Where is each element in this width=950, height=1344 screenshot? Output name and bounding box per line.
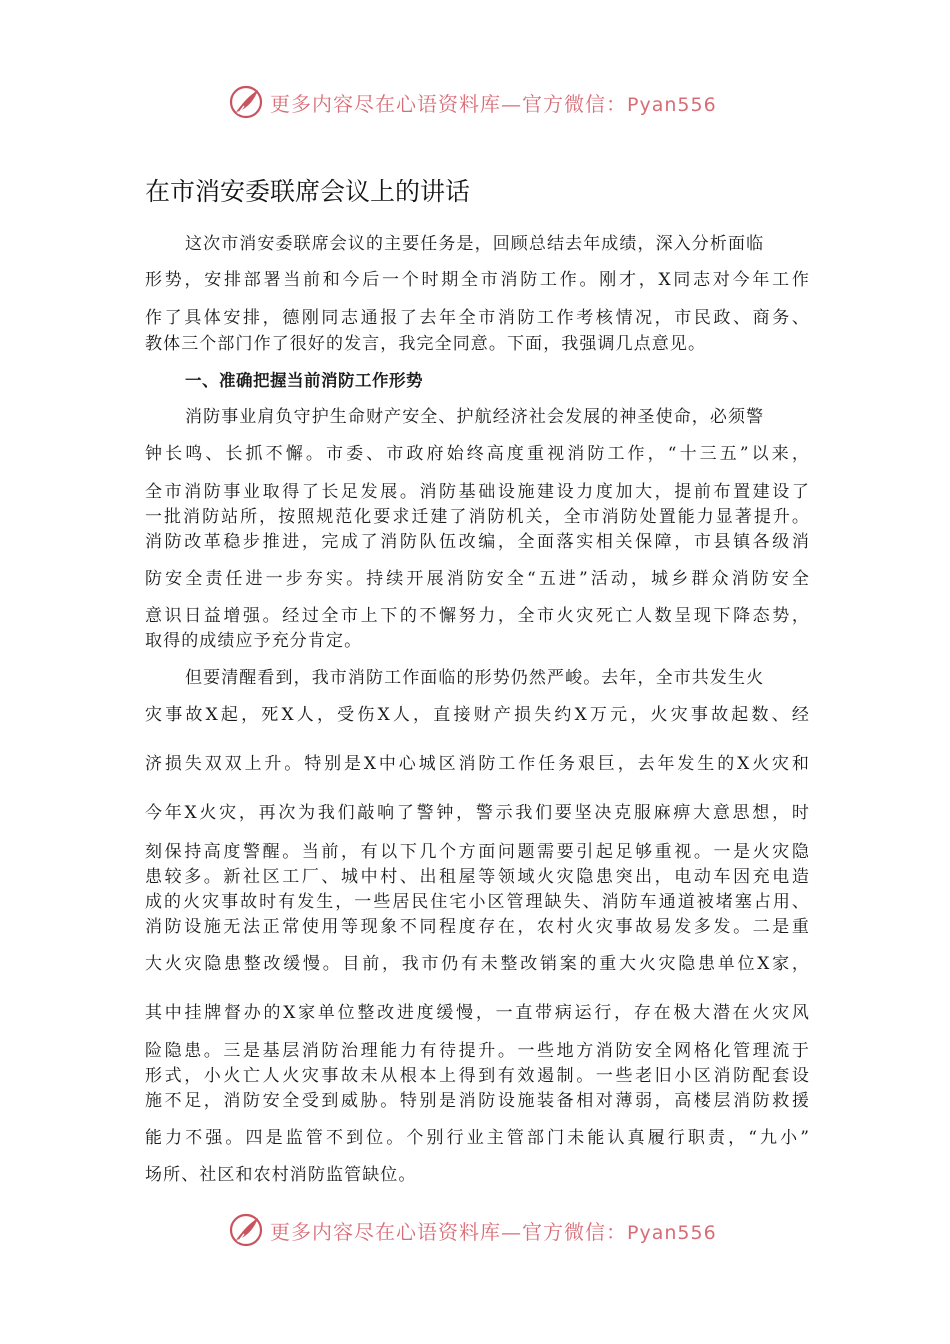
- watermark-text: 更多内容尽在心语资料库—官方微信：Pyan556: [270, 91, 717, 116]
- body-line: 形势，安排部署当前和今后一个时期全市消防工作。刚才，X同志对今年工作: [145, 270, 810, 290]
- watermark-text: 更多内容尽在心语资料库—官方微信：Pyan556: [270, 1219, 717, 1244]
- body-line: 这次市消安委联席会议的主要任务是，回顾总结去年成绩，深入分析面临: [185, 234, 765, 254]
- body-line: 济损失双双上升。特别是X中心城区消防工作任务艰巨，去年发生的X火灾和: [145, 754, 810, 774]
- body-line: 形式，小火亡人火灾事故未从根本上得到有效遏制。一些老旧小区消防配套设: [145, 1066, 810, 1086]
- body-line: 其中挂牌督办的X家单位整改进度缓慢，一直带病运行，存在极大潜在火灾风: [145, 1003, 810, 1023]
- body-line: 大火灾隐患整改缓慢。目前，我市仍有未整改销案的重大火灾隐患单位X家，: [145, 954, 810, 974]
- body-line: 消防改革稳步推进，完成了消防队伍改编，全面落实相关保障，市县镇各级消: [145, 532, 810, 552]
- body-line: 今年X火灾，再次为我们敲响了警钟，警示我们要坚决克服麻痹大意思想，时: [145, 803, 810, 823]
- body-line: 能力不强。四是监管不到位。个别行业主管部门未能认真履行职责，“九小”: [145, 1128, 810, 1148]
- body-line: 防安全责任进一步夯实。持续开展消防安全“五进”活动，城乡群众消防安全: [145, 569, 810, 589]
- body-line: 成的火灾事故时有发生，一些居民住宅小区管理缺失、消防车通道被堵塞占用、: [145, 892, 810, 912]
- body-line: 作了具体安排，德刚同志通报了去年全市消防工作考核情况，市民政、商务、: [145, 308, 810, 328]
- body-line: 消防事业肩负守护生命财产安全、护航经济社会发展的神圣使命，必须警: [185, 407, 765, 427]
- section-heading: 一、准确把握当前消防工作形势: [185, 371, 423, 390]
- quill-logo-icon: [228, 84, 264, 120]
- body-line: 施不足，消防安全受到威胁。特别是消防设施装备相对薄弱，高楼层消防救援: [145, 1091, 810, 1111]
- body-line: 刻保持高度警醒。当前，有以下几个方面问题需要引起足够重视。一是火灾隐: [145, 842, 810, 862]
- body-line: 患较多。新社区工厂、城中村、出租屋等领域火灾隐患突出，电动车因充电造: [145, 867, 810, 887]
- page-title: 在市消安委联席会议上的讲话: [145, 177, 471, 206]
- body-line: 全市消防事业取得了长足发展。消防基础设施建设力度加大，提前布置建设了: [145, 482, 810, 502]
- body-line: 消防设施无法正常使用等现象不同程度存在，农村火灾事故易发多发。二是重: [145, 917, 810, 937]
- body-line: 险隐患。三是基层消防治理能力有待提升。一些地方消防安全网格化管理流于: [145, 1041, 810, 1061]
- watermark-banner-top: [228, 82, 728, 122]
- body-line: 灾事故X起，死X人，受伤X人，直接财产损失约X万元，火灾事故起数、经: [145, 705, 810, 725]
- body-line: 场所、社区和农村消防监管缺位。: [145, 1165, 417, 1185]
- body-line: 但要清醒看到，我市消防工作面临的形势仍然严峻。去年，全市共发生火: [185, 668, 765, 688]
- body-line: 教体三个部门作了很好的发言，我完全同意。下面，我强调几点意见。: [145, 334, 707, 354]
- body-line: 意识日益增强。经过全市上下的不懈努力，全市火灾死亡人数呈现下降态势，: [145, 606, 810, 626]
- body-line: 取得的成绩应予充分肯定。: [145, 631, 363, 651]
- body-line: 钟长鸣、长抓不懈。市委、市政府始终高度重视消防工作，“十三五”以来，: [145, 444, 810, 464]
- quill-logo-icon: [228, 1212, 264, 1248]
- body-line: 一批消防站所，按照规范化要求迁建了消防机关，全市消防处置能力显著提升。: [145, 507, 810, 527]
- watermark-banner-bottom: [228, 1210, 728, 1250]
